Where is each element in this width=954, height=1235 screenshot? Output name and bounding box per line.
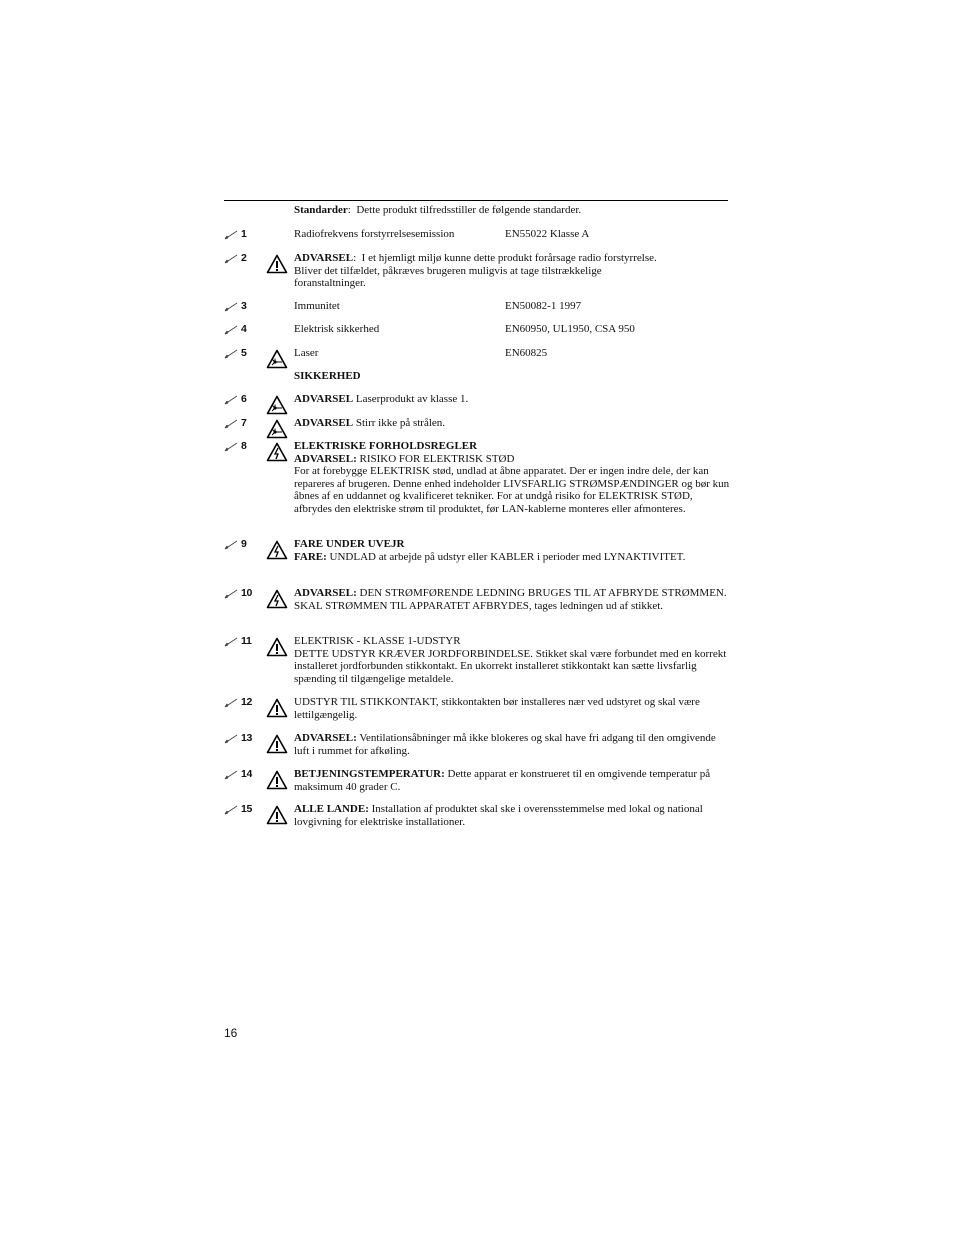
item-content: ELEKTRISK - KLASSE 1-UDSTYR DETTE UDSTYR KRÆVER JORDFORBINDELSE. Stikket skal være forbundet med en korrekt installeret jordforbunden stikkontakt. En ukorrekt installeret stikkontakt kan sætte livsfarlig spænding til tilgængelige metaldele. [294,635,727,685]
item-marker [224,637,264,651]
item-marker [224,770,264,784]
pencil-icon [224,395,238,405]
item-content: Elektrisk sikkerhed EN60950, UL1950, CSA 950 [294,323,635,335]
item-content: BETJENINGSTEMPERATUR: Dette apparat er konstrueret til en omgivende temperatur på maksimum 40 grader C. [294,768,711,793]
item-marker [224,395,264,409]
item-marker [224,805,264,819]
item-content: ALLE LANDE: Installation af produktet skal ske i overensstemmelse med lokal og national lovgivning for elektriske installationer. [294,803,703,828]
page-number: 16 [224,1026,238,1040]
item-content: ELEKTRISKE FORHOLDSREGLER ADVARSEL: RISIKO FOR ELEKTRISK STØD For at forebygge ELEKTRISK stød, undlad at åbne apparatet. Der er ingen indre dele, der kan repareres af brugeren. Denne enhed indeholder LIVSFARLIG STRØMSPÆNDINGER og bør kun åbnes af en uddannet og kvalificeret tekniker. For at undgå risiko for ELEKTRISK STØD, afbrydes den elektriske strøm til produktet, før LAN-kablerne monteres eller afmonteres. [294,440,730,515]
pencil-icon [224,589,238,599]
item-marker [224,698,264,712]
item-number: 3 [241,300,247,312]
pencil-icon [224,770,238,780]
warning-exclamation-icon [266,805,288,825]
electric-shock-warning-icon [266,589,288,609]
laser-warning-icon [266,395,288,415]
item-marker [224,302,264,316]
item-marker [224,349,264,363]
item-marker [224,325,264,339]
item-number: 13 [241,732,253,744]
pencil-icon [224,698,238,708]
pencil-icon [224,540,238,550]
pencil-icon [224,254,238,264]
pencil-icon [224,302,238,312]
pencil-icon [224,805,238,815]
intro-text: Standarder: Dette produkt tilfredsstiller de følgende standarder. [294,204,582,216]
item-number: 11 [241,635,252,647]
item-content: ADVARSEL: I et hjemligt miljø kunne dette produkt forårsage radio forstyrrelse. Bliver det tilfældet, påkræves brugeren muligvis at tage tilstrækkelige foranstaltninger. [294,252,657,290]
laser-warning-icon [266,419,288,439]
item-marker [224,230,264,244]
item-number: 6 [241,393,247,405]
pencil-icon [224,637,238,647]
warning-exclamation-icon [266,254,288,274]
item-content: Radiofrekvens forstyrrelsesemission EN55022 Klasse A [294,228,590,240]
electric-shock-warning-icon [266,540,288,560]
item-number: 2 [241,252,247,264]
item-marker [224,734,264,748]
pencil-icon [224,442,238,452]
item-content: ADVARSEL: Ventilationsåbninger må ikke blokeres og skal have fri adgang til den omgivende luft i rummet for afkøling. [294,732,716,757]
intro-label: Standarder [294,204,348,216]
item-marker [224,589,264,603]
section-heading: SIKKERHED [294,370,361,382]
item-content: ADVARSEL: DEN STRØMFØRENDE LEDNING BRUGES TIL AT AFBRYDE STRØMMEN. SKAL STRØMMEN TIL APPARATET AFBRYDES, tages ledningen ud af stikket. [294,587,727,612]
item-number: 5 [241,347,247,359]
item-number: 9 [241,538,247,550]
pencil-icon [224,325,238,335]
item-content: Immunitet EN50082-1 1997 [294,300,582,312]
warning-exclamation-icon [266,637,288,657]
electric-shock-warning-icon [266,442,288,462]
warning-exclamation-icon [266,770,288,790]
item-number: 14 [241,768,253,780]
item-number: 8 [241,440,247,452]
pencil-icon [224,349,238,359]
item-number: 10 [241,587,253,599]
item-marker [224,419,264,433]
item-content: ADVARSEL Stirr ikke på strålen. [294,417,446,429]
item-marker [224,442,264,456]
pencil-icon [224,734,238,744]
pencil-icon [224,419,238,429]
item-number: 7 [241,417,247,429]
item-content: Laser EN60825 [294,347,548,359]
item-content: ADVARSEL Laserprodukt av klasse 1. [294,393,469,405]
pencil-icon [224,230,238,240]
item-marker [224,540,264,554]
top-rule [224,200,728,201]
item-number: 15 [241,803,253,815]
item-number: 4 [241,323,247,335]
item-number: 12 [241,696,253,708]
item-marker [224,254,264,268]
item-content: UDSTYR TIL STIKKONTAKT, stikkontakten bør installeres nær ved udstyret og skal være lettilgængelig. [294,696,700,721]
warning-exclamation-icon [266,734,288,754]
item-number: 1 [241,228,247,240]
laser-warning-icon [266,349,288,369]
warning-exclamation-icon [266,698,288,718]
item-content: FARE UNDER UVEJR FARE: UNDLAD at arbejde på udstyr eller KABLER i perioder med LYNAKTIVITET. [294,538,686,563]
